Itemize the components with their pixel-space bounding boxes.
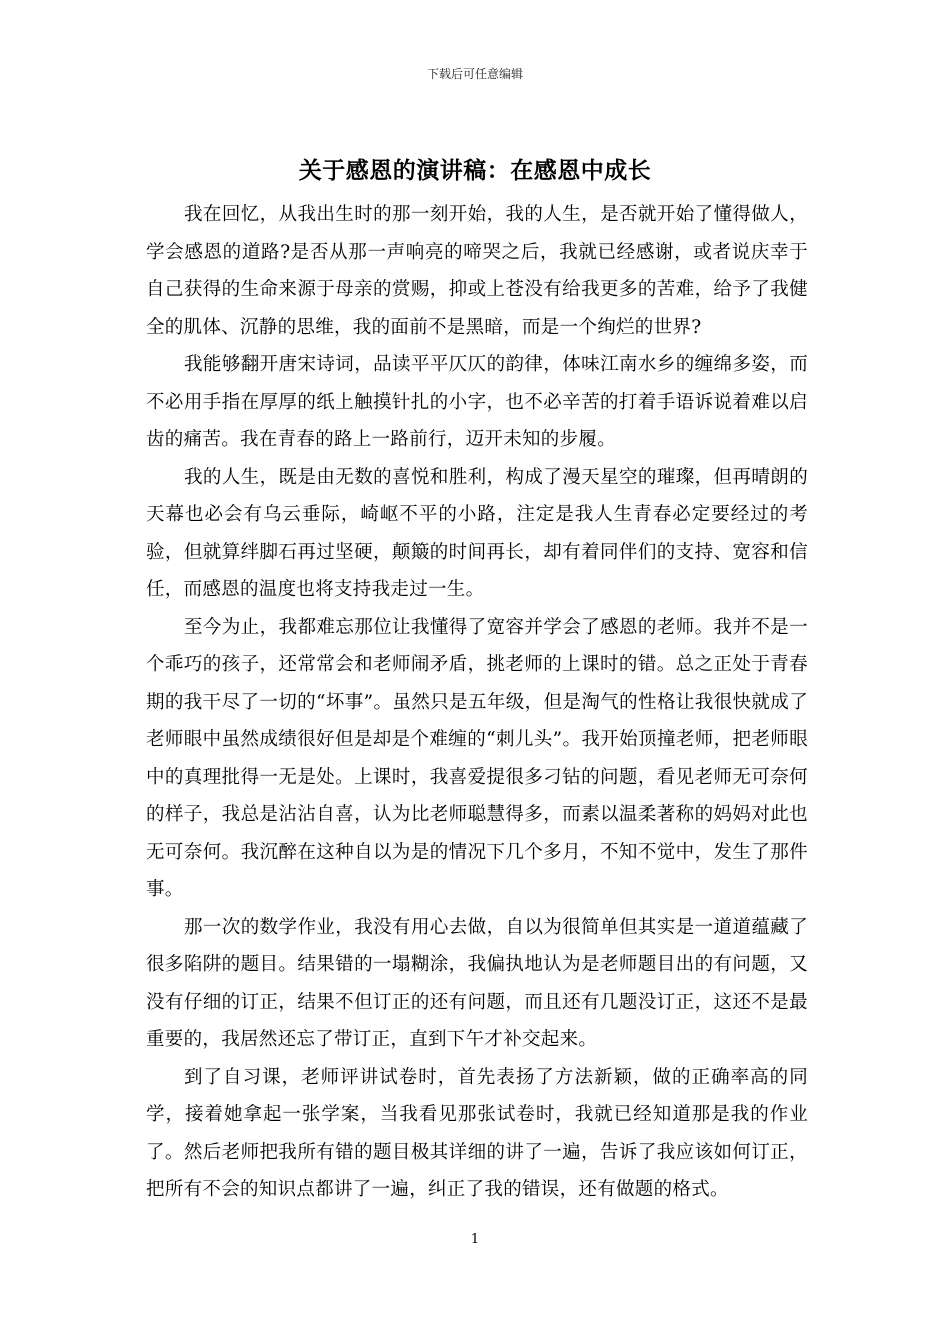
paragraph: 至今为止，我都难忘那位让我懂得了宽容并学会了感恩的老师。我并不是一个乖巧的孩子，还常常会和老师闹矛盾，挑老师的上课时的错。总之正处于青春期的我干尽了一切的“坏事”。虽然只是五年级，但是淘气的性格让我很快就成了老师眼中虽然成绩很好但是却是个难缠的“刺儿头”。我开始顶撞老师，把老师眼中的真理批得一无是处。上课时，我喜爱提很多刁钻的问题，看见老师无可奈何的样子，我总是沾沾自喜，认为比老师聪慧得多，而素以温柔著称的妈妈对此也无可奈何。我沉醉在这种自以为是的情况下几个多月，不知不觉中，发生了那件事。	[146, 616, 808, 900]
page-number: 1	[470, 1232, 480, 1247]
paragraph: 我在回忆，从我出生时的那一刻开始，我的人生，是否就开始了懂得做人，学会感恩的道路?是否从那一声响亮的啼哭之后，我就已经感谢，或者说庆幸于自己获得的生命来源于母亲的赏赐，抑或上苍没有给我更多的苦难，给予了我健全的肌体、沉静的思维，我的面前不是黑暗，而是一个绚烂的世界?	[146, 204, 808, 338]
paragraph: 那一次的数学作业，我没有用心去做，自以为很简单但其实是一道道蕴藏了很多陷阱的题目。结果错的一塌糊涂，我偏执地认为是老师题目出的有问题，又没有仔细的订正，结果不但订正的还有问题，而且还有几题没订正，这还不是最重要的，我居然还忘了带订正，直到下午才补交起来。	[146, 916, 808, 1050]
document-title: 关于感恩的演讲稿：在感恩中成长	[298, 157, 652, 184]
paragraph: 我的人生，既是由无数的喜悦和胜利，构成了漫天星空的璀璨，但再晴朗的天幕也必会有乌云垂际，崎岖不平的小路，注定是我人生青春必定要经过的考验，但就算绊脚石再过坚硬，颠簸的时间再长，却有着同伴们的支持、宽容和信任，而感恩的温度也将支持我走过一生。	[146, 466, 808, 600]
paragraph: 到了自习课，老师评讲试卷时，首先表扬了方法新颖，做的正确率高的同学，接着她拿起一张学案，当我看见那张试卷时，我就已经知道那是我的作业了。然后老师把我所有错的题目极其详细的讲了一遍，告诉了我应该如何订正，把所有不会的知识点都讲了一遍，纠正了我的错误，还有做题的格式。	[146, 1066, 808, 1200]
document-body	[146, 196, 808, 1209]
header-note: 下载后可任意编辑	[426, 67, 523, 81]
paragraph: 我能够翻开唐宋诗词，品读平平仄仄的韵律，体味江南水乡的缠绵多姿，而不必用手指在厚厚的纸上触摸针扎的小字，也不必辛苦的打着手语诉说着难以启齿的痛苦。我在青春的路上一路前行，迈开未知的步履。	[146, 354, 808, 450]
